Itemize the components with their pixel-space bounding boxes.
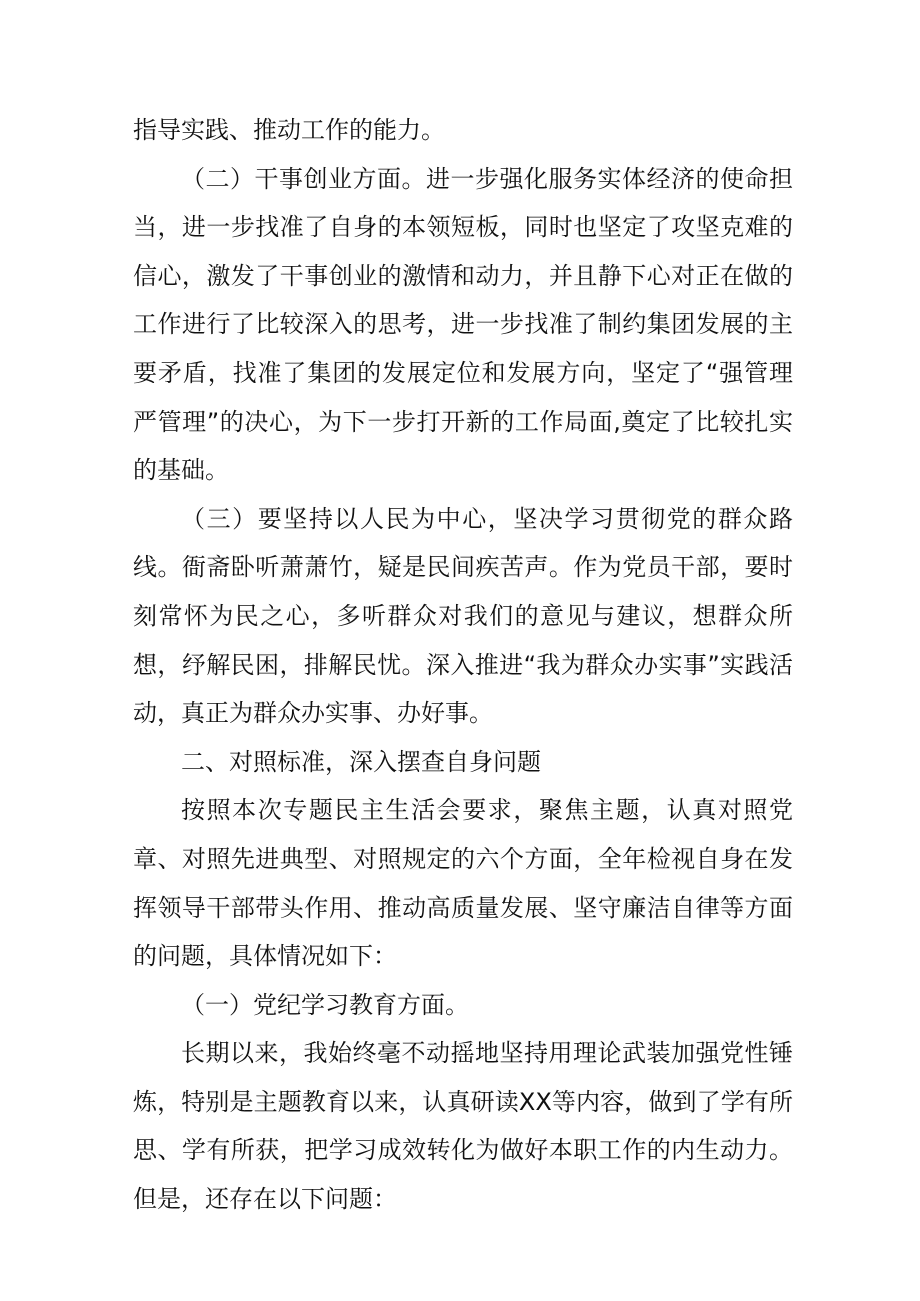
section-heading: 二、对照标准，深入摆查自身问题	[181, 747, 541, 776]
paragraph-3: （三）要坚持以人民为中心，坚决学习贯彻党的群众路线。衙斋卧听萧萧竹，疑是民间疾苦声。作为党员干部，要时刻常怀为民之心，多听群众对我们的意见与建议，想群众所想，纾解民困，排解民忧。深入推进“我为群众办实事”实践活动，真正为群众办实事、办好事。	[133, 504, 793, 728]
paragraph-2: （二）干事创业方面。进一步强化服务实体经济的使命担当，进一步找准了自身的本领短板，同时也坚定了攻坚克难的信心，激发了干事创业的激情和动力，并且静下心对正在做的工作进行了比较深入的思考，进一步找准了制约集团发展的主要矛盾，找准了集团的发展定位和发展方向，坚定了“强管理严管理”的决心，为下一步打开新的工作局面,奠定了比较扎实的基础。	[133, 164, 793, 485]
subsection-heading: （一）党纪学习教育方面。	[181, 990, 469, 1019]
document-body	[133, 106, 793, 1224]
paragraph-5: 长期以来，我始终毫不动摇地坚持用理论武装加强党性锤炼，特别是主题教育以来，认真研读XX等内容，做到了学有所思、学有所获，把学习成效转化为做好本职工作的内生动力。但是，还存在以下问题：	[133, 1039, 793, 1214]
paragraph-4: 按照本次专题民主生活会要求，聚焦主题，认真对照党章、对照先进典型、对照规定的六个方面，全年检视自身在发挥领导干部带头作用、推动高质量发展、坚守廉洁自律等方面的问题，具体情况如下：	[133, 796, 793, 971]
paragraph-1: 指导实践、推动工作的能力。	[133, 116, 445, 144]
